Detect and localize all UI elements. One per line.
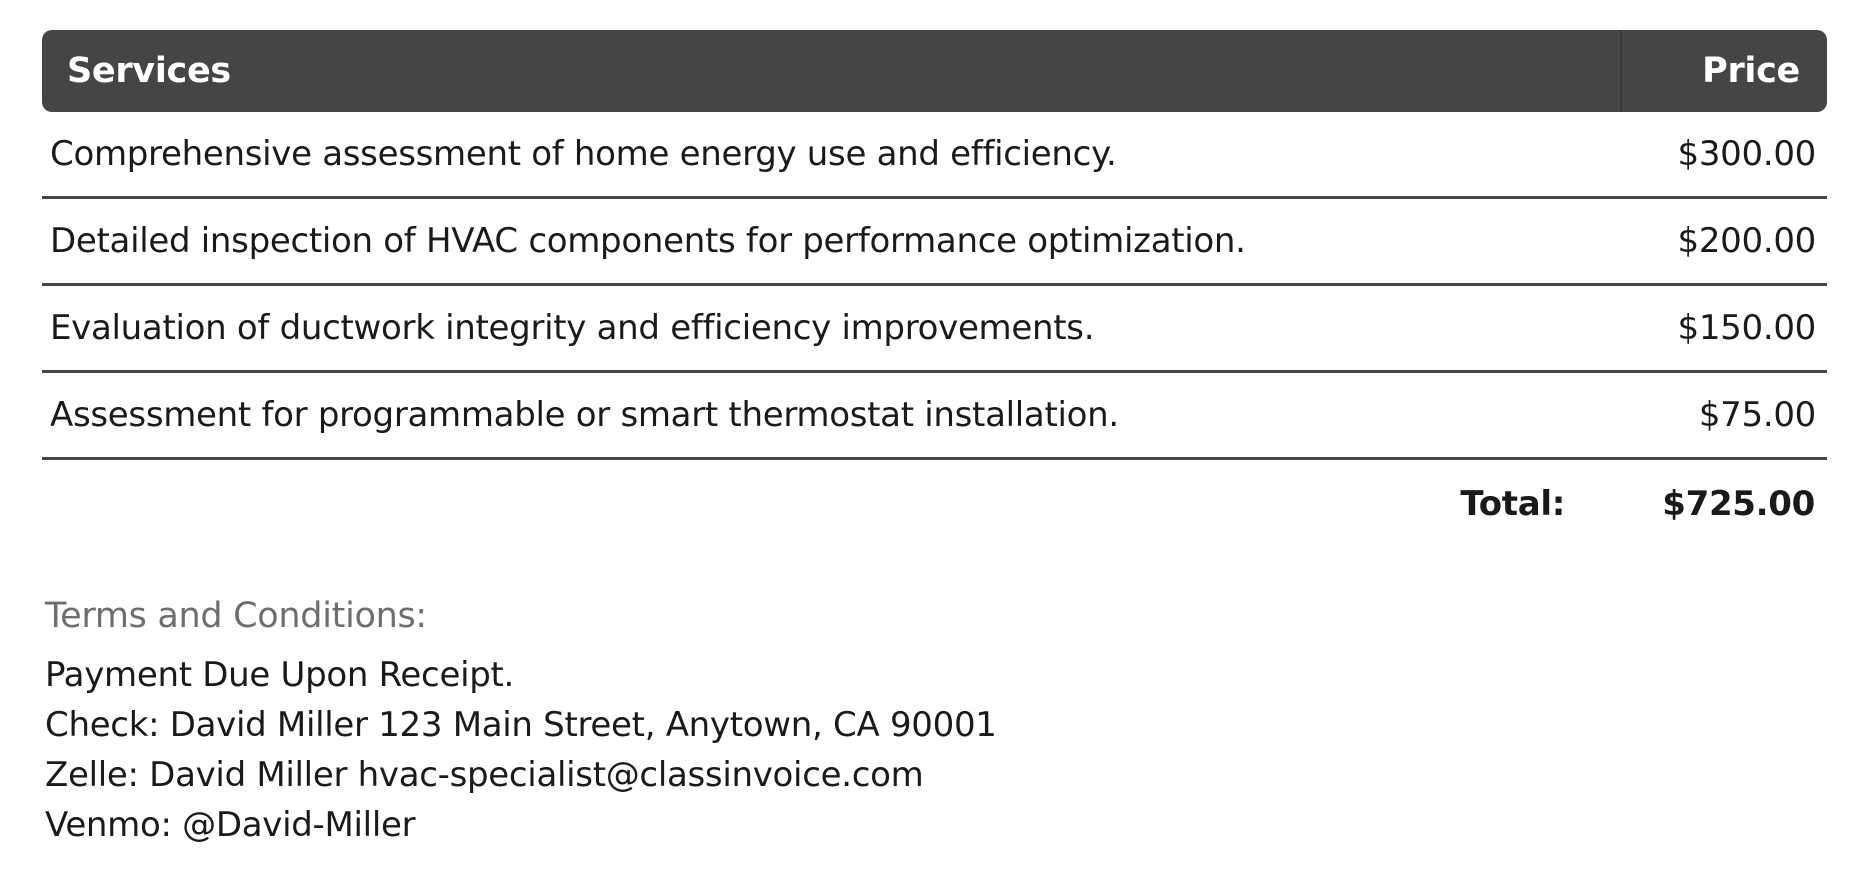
service-cell: Assessment for programmable or smart thermostat installation. (42, 373, 1620, 460)
terms-section (45, 594, 1827, 850)
table-row (42, 199, 1827, 286)
terms-line: Venmo: @David-Miller (45, 805, 416, 845)
terms-line: Check: David Miller 123 Main Street, Anytown, CA 90001 (45, 705, 997, 745)
terms-line: Payment Due Upon Receipt. (45, 655, 515, 695)
services-table (42, 30, 1827, 548)
service-cell: Evaluation of ductwork integrity and efficiency improvements. (42, 286, 1620, 373)
table-header (42, 30, 1827, 112)
header-row (42, 30, 1827, 112)
price-cell: $150.00 (1620, 286, 1827, 373)
table-row (42, 373, 1827, 460)
table-row (42, 286, 1827, 373)
total-value: $725.00 (1662, 484, 1815, 524)
price-cell: $75.00 (1620, 373, 1827, 460)
table-body (42, 112, 1827, 460)
price-cell: $300.00 (1620, 112, 1827, 199)
table-footer (42, 460, 1827, 548)
price-cell: $200.00 (1620, 199, 1827, 286)
total-row (42, 460, 1827, 548)
total-label: Total: (1460, 484, 1565, 524)
service-cell: Detailed inspection of HVAC components for performance optimization. (42, 199, 1620, 286)
terms-lines (45, 650, 1827, 850)
table-row (42, 112, 1827, 199)
price-column-header: Price (1620, 30, 1827, 112)
service-cell: Comprehensive assessment of home energy use and efficiency. (42, 112, 1620, 199)
services-column-header: Services (42, 30, 1620, 112)
terms-heading: Terms and Conditions: (45, 596, 427, 636)
terms-line: Zelle: David Miller hvac-specialist@classinvoice.com (45, 755, 924, 795)
